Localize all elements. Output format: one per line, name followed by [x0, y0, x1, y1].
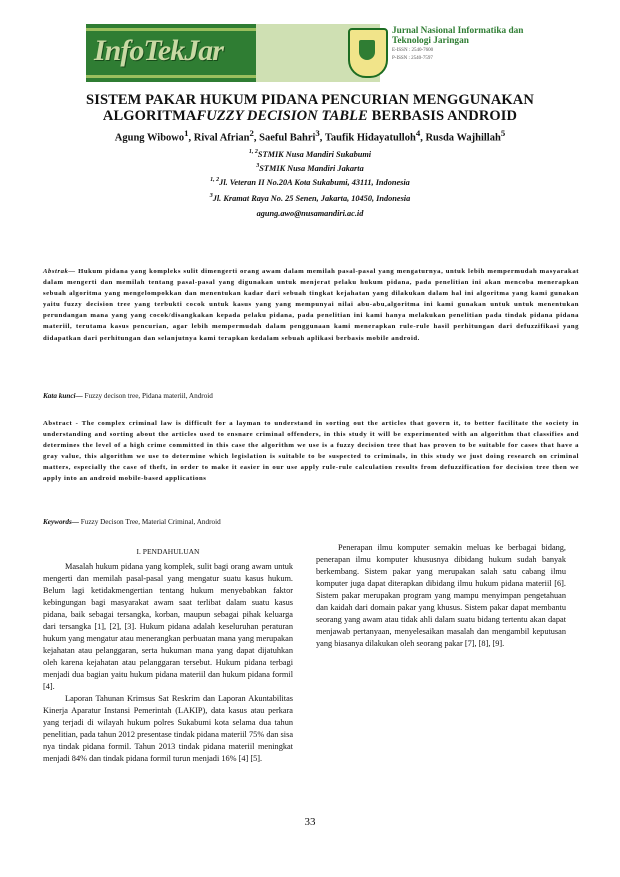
- logo-stripe: [86, 75, 256, 78]
- emblem-inner: [359, 40, 375, 60]
- title-line-1: SISTEM PAKAR HUKUM PIDANA PENCURIAN MENGGUNAKAN: [86, 92, 534, 108]
- abstract-lead: Abstrak—: [43, 268, 76, 275]
- keywords-text: Fuzzy decison tree, Pidana materiil, Android: [82, 392, 213, 400]
- keywords-english: [43, 518, 579, 526]
- author-mark: 4: [415, 128, 421, 138]
- abstract-indonesian: [43, 266, 579, 344]
- paper-title: [60, 92, 560, 124]
- section-number: I.: [136, 547, 141, 556]
- affiliation-mark: 1, 2: [210, 177, 220, 183]
- keywords-lead: Keywords—: [43, 518, 79, 526]
- title-part: ALGORITMA: [102, 108, 197, 124]
- author-mark: 1: [184, 128, 189, 138]
- paragraph: Penerapan ilmu komputer semakin meluas ke berbagai bidang, penerapan ilmu komputer khususnya dibidang hukum sudah banyak berkembang. Sistem pakar yang merupakan salah satu cabang ilmu komputer juga dapat diterapkan dibidang ilmu hukum pidana materiil [6]. Sistem pakar merupakan program yang mampu menyimpan pengetahuan dan kaidah dari domain pakar yang khusus. Sistem pakar dapat membantu seorang yang awam atau tidak ahli dalam suatu bidang tertentu akan dapat menjawab pertanyaan, menyelesaikan masalah dan mengambil keputusan yang biasanya dilakukan oleh seorang pakar [7], [8], [9].: [316, 543, 566, 648]
- section-heading: [43, 546, 293, 558]
- affiliation: [60, 163, 560, 173]
- affiliation-text: STMIK Nusa Mandiri Sukabumi: [257, 149, 372, 159]
- affiliation-text: STMIK Nusa Mandiri Jakarta: [259, 163, 364, 173]
- keywords-lead: Kata kunci—: [43, 392, 83, 400]
- author-email[interactable]: agung.awo@nusamandiri.ac.id: [256, 209, 364, 218]
- journal-info: [392, 26, 552, 62]
- keywords-indonesian: [43, 392, 579, 400]
- affiliation: [60, 193, 560, 203]
- affiliation-text: Jl. Veteran II No.20A Kota Sukabumi, 43111, Indonesia: [219, 177, 410, 187]
- emblem-icon: [348, 28, 388, 78]
- title-line-2: [60, 108, 560, 124]
- title-italic-part: FUZZY DECISION TABLE: [196, 108, 368, 124]
- author-name: Taufik Hidayatulloh: [324, 132, 416, 144]
- author-mark: 5: [500, 128, 506, 138]
- journal-title: Jurnal Nasional Informatika dan Teknologi Jaringan: [392, 26, 524, 46]
- section-title: PENDAHULUAN: [142, 547, 200, 556]
- author-name: Rusda Wajhillah: [425, 132, 501, 144]
- author-name: Rival Afrian: [193, 132, 250, 144]
- affiliation: [60, 177, 560, 187]
- affiliation-mark: 1, 2: [248, 149, 258, 155]
- keywords-text: Fuzzy Decison Tree, Material Criminal, Android: [78, 518, 221, 526]
- paragraph: Masalah hukum pidana yang komplek, sulit bagi orang awam untuk mengerti dan memilah pasal-pasal yang mengatur suatu kasus hukum. Belum lagi ketidakmengertian tentang hukum menyebabkan faktor kebingungan bagi masyarakat awam saat terlibat dalam suatu kasus pidana, baik sebagai tersangka, korban, maupun sebagai pihak keluarga dari tersangka [1], [2], [3]. Hukum pidana adalah keseluruhan peraturan hukum yang mengatur atau menerangkan perbuatan mana yang merupakan kejahatan atau pelanggaran, serta hukuman mana yang dapat dijatuhkan oleh karena kejahatan atau pelanggaran tersebut. Hukum pidana terbagi menjadi dua bagian yaitu hukum pidana materiil dan hukum pidana formil [4].: [43, 562, 293, 691]
- author-mark: 3: [315, 128, 320, 138]
- abstract-text: Hukum pidana yang kompleks sulit dimengerti orang awam dalam memilah pasal-pasal yang mengaturnya, untuk lebih mempermudah masyarakat dalam mengerti dan memilah tentang pasal-pasal yang digunakan untuk menjerat pelaku hukum pidana, pada penelitian ini akan mencoba menerapkan sebuah algoritma yang mengelompokkan dan menentukan kadar dari sebuah tingkat kejahatan yang dilakukan dalam hal ini algoritma yang kami gunakan yaitu fuzzy decision tree yang terbukti cocok untuk kasus yang yang mempunyai nilai abu-abu,algoritma ini kami gunakan untuk untuk menentukan perundangan mana yang yang cocok/disangkakan kepada pelaku pidana, pada penelitian ini kami hanya melakukan penelitian pada tindak pidana pidana materiil, terutama kasus pencurian, agar lebih mempermudah dalam penggunaan kami menerapkan rule-rule hasil perhitungan dari defuzzifikasi yang didapatkan dari perhitungan dan selanjutnya kami terapkan kedalam sebuah aplikasi berbasis mobile android.: [43, 268, 579, 342]
- author-name: Saeful Bahri: [259, 132, 316, 144]
- issn-e: E-ISSN : 2540-7600: [392, 48, 434, 53]
- author-list: Agung Wibowo$^1$, Rival Afrian$^2$, Saeful Bahri$^3$, Taufik Hidayatulloh$^4$, Rusda Wajhillah$^5$: [114, 128, 506, 144]
- logo-stripe: [86, 28, 256, 31]
- paragraph: Laporan Tahunan Krimsus Sat Reskrim dan Laporan Akuntabilitas Kinerja Aparatur Instansi Pemerintah (LAKIP), data kasus atau perkara yang terjadi di wilayah hukum polres Sukabumi kota selama dua tahun penelitian, pada tahun 2012 presentase tindak pidana materiil 75% dan sisa nya tindak pidana formil. Tahun 2013 tindak pidana materiil meningkat menjadi 84% dan tindak pidana formil turun menjadi 16% [4] [5].: [43, 694, 293, 763]
- affiliation-mark: 3: [256, 163, 260, 169]
- title-part: BERBASIS ANDROID: [367, 108, 518, 124]
- column-left: [43, 546, 293, 765]
- abstract-english: Abstract - The complex criminal law is difficult for a layman to understand in sorting out the articles that govern it, to better facilitate the society in understanding and sorting about the articles used to ensnare criminal offenders, in this study it will be experimented with an algorithm that classifies and determines the level of a high crime committed in this case the algorithm we use is a fuzzy decision tree that has proven to be suitable for cases that have a gray value, this algorithm we use to determine which legislation is suitable to be suspected to criminals, in this study we just doing research on criminal matters, especially the case of theft, in order to make it easier in our use apply rule-rule calculation results from defuzzification for decision tree then we apply into an android mobile-based applications: [43, 420, 579, 483]
- issn-p: P-ISSN : 2540-7597: [392, 56, 433, 61]
- journal-logo: [86, 24, 256, 82]
- page-number: 33: [304, 816, 316, 828]
- author-mark: 2: [249, 128, 254, 138]
- column-right: [316, 542, 566, 650]
- affiliation-mark: 3: [209, 193, 213, 199]
- author-name: Agung Wibowo: [114, 132, 185, 144]
- journal-header: [86, 24, 548, 82]
- affiliation: [60, 149, 560, 159]
- logo-text: InfoTekJar: [94, 34, 223, 67]
- affiliation-text: Jl. Kramat Raya No. 25 Senen, Jakarta, 10450, Indonesia: [212, 193, 411, 203]
